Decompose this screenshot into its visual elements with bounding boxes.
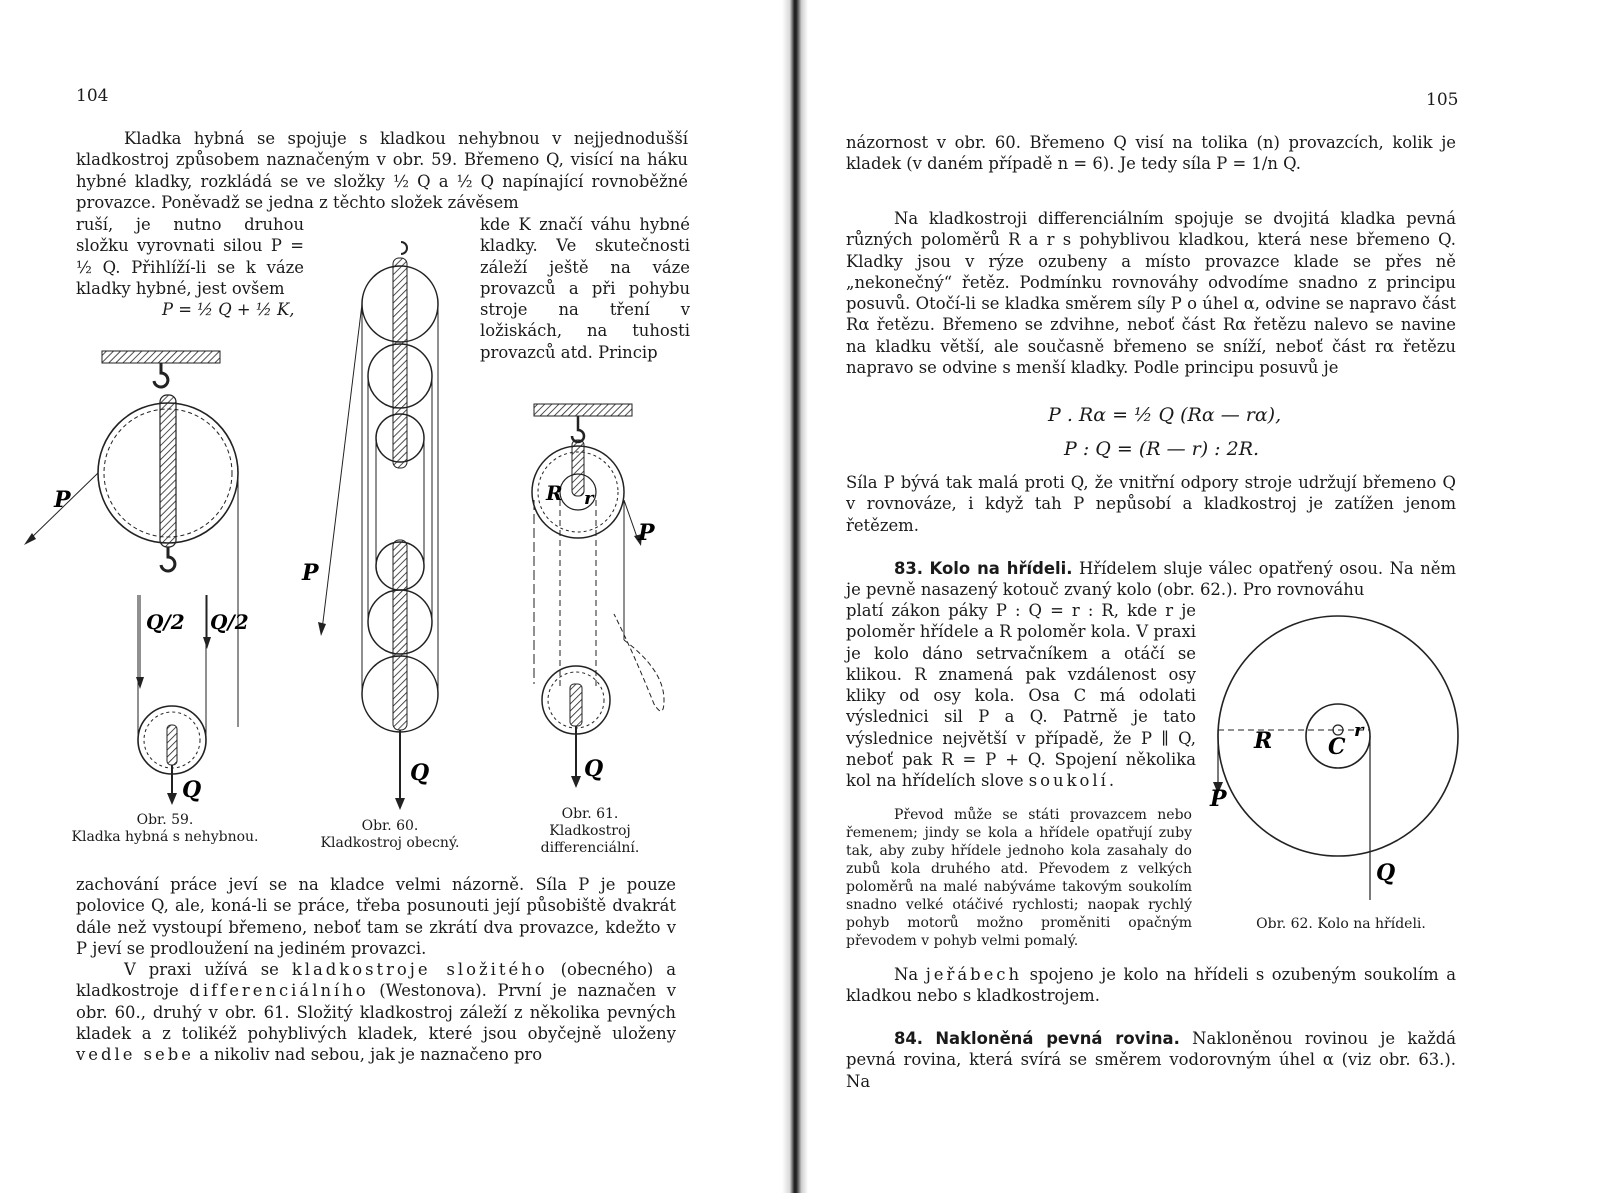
figure-62-wheel-and-axle (1210, 600, 1458, 920)
praxi-part-2: (obecného) a kladkostroje (76, 960, 677, 1001)
paragraph-jeraby (846, 964, 1456, 1007)
fig59-label-Q: Q (182, 777, 202, 803)
jeraby-part-1: Na (894, 965, 926, 984)
praxi-part-1: V praxi užívá se (124, 960, 292, 980)
fig59-caption (50, 812, 280, 846)
paragraph-kladka-hybna (76, 128, 688, 213)
fig61-label-P: P (638, 520, 655, 546)
fig60-caption-text: Kladkostroj obecný. (320, 835, 460, 851)
sila-text: Síla P bývá tak malá proti Q, že vnitřní odpory stroje udržují břemeno Q v rovnováze, i když tah P nepůsobí a kladkostroj je zatížen jenom řetězem. (846, 473, 1456, 535)
section-83-col-text: platí zákon páky P : Q = r : R, kde r je poloměr hřídele a R poloměr kola. V praxi je kolo dáno setrvačníkem a otáčí se klikou. R znamená pak vzdálenost osy kliky od osy kola. Osa C má odolati výslednici sil P a Q. Patrně je tato výslednice největší v případě, že P ∥ Q, neboť pak R = P + Q. Spojení několika kol na hřídelích slove (846, 601, 1196, 791)
paragraph-nazornost (846, 132, 1456, 175)
differencialni-text: Na kladkostroji differenciálním spojuje se dvojitá kladka pevná různých poloměrů R a r s pohyblivou kladkou, která nese břemeno Q. Kladky jsou v rýze ozubeny a místo provazce klade se přes ně „nekonečný“ řetěz. Podmínku rovnováhy odvodíme snadno z principu posuvů. Otočí-li se kladka směrem síly P o úhel α, odvine se napravo část Rα řetězu. Břemeno se zdvihne, neboť část Rα řetězu nalevo se navine na kladku větší, ale současně břemeno se sníží, neboť část rα řetězu napravo se odvine s menší kladky. Podle principu posuvů je (846, 209, 1456, 378)
fig61-caption (520, 806, 660, 857)
fig61-caption-line1: Kladkostroj (549, 823, 631, 839)
page-number-right: 105 (1426, 90, 1459, 110)
col-right-text: kde K značí váhu hybné kladky. Ve skutečnosti záleží ještě na váze provazců a při pohybu stroje na tření v ložiskách, na tuhosti provazců atd. Princip (480, 215, 690, 362)
figure-61-differential-pulley (520, 400, 700, 800)
section-84-number: 84. (894, 1029, 924, 1048)
fig62-caption: Obr. 62. Kolo na hřídeli. (1256, 916, 1426, 932)
paragraph-zachovani-prace (76, 874, 676, 1066)
section-83-column-text: platí zákon páky P : Q = r : R, kde r je poloměr hřídele a R poloměr kola. V praxi je kolo dáno setrvačníkem a otáčí se klikou. R znamená pak vzdálenost osy kliky od osy kola. Osa C má odolati výslednici sil P a Q. Patrně je tato výslednice největší v případě, že P ∥ Q, neboť pak R = P + Q. Spojení několika kol na hřídelích slove soukolí. (846, 601, 1196, 791)
praxi-paragraph (76, 959, 676, 1065)
fig61-label-r: r (584, 488, 594, 509)
fig62-label-C: C (1328, 734, 1346, 760)
fig59-caption-text: Kladka hybná s nehybnou. (71, 829, 259, 845)
praxi-spaced-2: differenciálního (189, 981, 369, 1001)
fig60-label-P: P (302, 560, 319, 586)
praxi-spaced-3: vedle sebe (76, 1045, 194, 1065)
page-number-left: 104 (76, 86, 109, 106)
section-83-intro-text: Hřídelem sluje válec opatřený osou. Na něm je pevně nasazený kotouč zvaný kolo (obr. 62.). Pro rovnováhu (846, 559, 1456, 600)
paragraph-differencialni (846, 208, 1456, 378)
fig62-label-r: r (1354, 720, 1364, 741)
fig59-caption-num: Obr. 59. (136, 812, 194, 828)
praxi-part-3: (Westonova). První je naznačen v obr. 60., druhý v obr. 61. Složitý kladkostroj záleží z několika pevných kladek a z tolikéž pohyblivých kladek, které jsou obyčejně uloženy (76, 981, 676, 1044)
fig61-label-Q: Q (584, 756, 604, 782)
jeraby-part-2: spojeno je kolo na hřídeli s ozubeným soukolím a kladkou nebo s kladkostrojem. (846, 965, 1457, 1006)
nazornost-text: názornost v obr. 60. Břemeno Q visí na tolika (n) provazcích, kolik je kladek (v daném případě n = 6). Je tedy síla P = 1/n Q. (846, 133, 1456, 174)
fig59-label-P: P (54, 487, 71, 513)
formula-posuvu-2: P : Q = (R — r) : 2R. (1064, 438, 1260, 460)
fig60-caption-num: Obr. 60. (361, 818, 419, 834)
section-83-small-print (846, 806, 1192, 950)
fig60-caption (300, 818, 480, 852)
fig61-caption-num: Obr. 61. (561, 806, 619, 822)
paragraph-sila-p (846, 472, 1456, 536)
column-right-text (480, 214, 690, 363)
fig59-label-Q2b: Q/2 (210, 610, 249, 634)
prevod-text: Převod může se státi provazcem nebo řemenem; jindy se kola a hřídele opatřují zuby tak, aby zuby hřídele jednoho kola zasahaly do zubů kola druhého atd. Převodem z velkých poloměrů na malé nabýváme takovým soukolím snadno velké otáčivé rychlosti; naopak rychlý pohyb motorů možno proměniti opačným převodem v pohyb velmi pomalý. (846, 807, 1192, 949)
column-left-text (76, 214, 304, 320)
jeraby-spaced: jeřábech (925, 965, 1023, 984)
praxi-part-4: a nikoliv nad sebou, jak je naznačeno pro (193, 1045, 543, 1065)
soukoli-spaced: soukolí (1028, 771, 1109, 791)
fig62-label-Q: Q (1376, 860, 1396, 886)
figure-59-pulley (20, 345, 260, 805)
section-83-title: Kolo na hřídeli. (929, 559, 1073, 578)
left-page (0, 0, 790, 1193)
fig60-label-Q: Q (410, 760, 430, 786)
col-left-formula: P = ½ Q + ½ K, (162, 300, 295, 320)
section-84-title: Nakloněná pevná rovina. (935, 1029, 1180, 1048)
fig59-label-Q2a: Q/2 (146, 610, 185, 634)
intro-text: Kladka hybná se spojuje s kladkou nehybnou v nejjednodušší kladkostroj způsobem naznačeným v obr. 59. Břemeno Q, visící na háku hybné kladky, rozkládá se ve složky ½ Q a ½ Q napínající rovnoběžné provazce. Poněvadž se jedna z těchto složek závěsem (76, 129, 688, 212)
zachovani-text: zachování práce jeví se na kladce velmi názorně. Síla P je pouze polovice Q, ale, koná-li se práce, třeba posunouti její působiště dvakrát dále než vystoupí břemeno, neboť tam se zkrátí dva provazce, kdežto v P jeví se prodloužení na jediném provazci. (76, 875, 676, 958)
section-83-intro (846, 558, 1456, 601)
figure-60-block-and-tackle (300, 240, 460, 820)
section-83-number: 83. (894, 559, 924, 578)
fig62-label-R: R (1254, 728, 1273, 754)
formula-posuvu-1: P . Rα = ½ Q (Rα — rα), (1048, 404, 1282, 426)
fig61-label-R: R (546, 481, 563, 505)
fig61-caption-line2: differenciální. (540, 840, 640, 856)
right-page (806, 0, 1612, 1193)
fig62-label-P: P (1210, 786, 1227, 812)
section-84 (846, 1028, 1456, 1092)
section-84-text: Nakloněnou rovinou je každá pevná rovina, která svírá se směrem vodorovným úhel α (viz obr. 63.). Na (846, 1029, 1456, 1091)
praxi-spaced-1: kladkostroje složitého (291, 960, 548, 980)
section-83-column (846, 600, 1196, 792)
col-left-text: ruší, je nutno druhou složku vyrovnati silou P = ½ Q. Přihlíží-li se k váze kladky hybné, jest ovšem (76, 215, 304, 298)
